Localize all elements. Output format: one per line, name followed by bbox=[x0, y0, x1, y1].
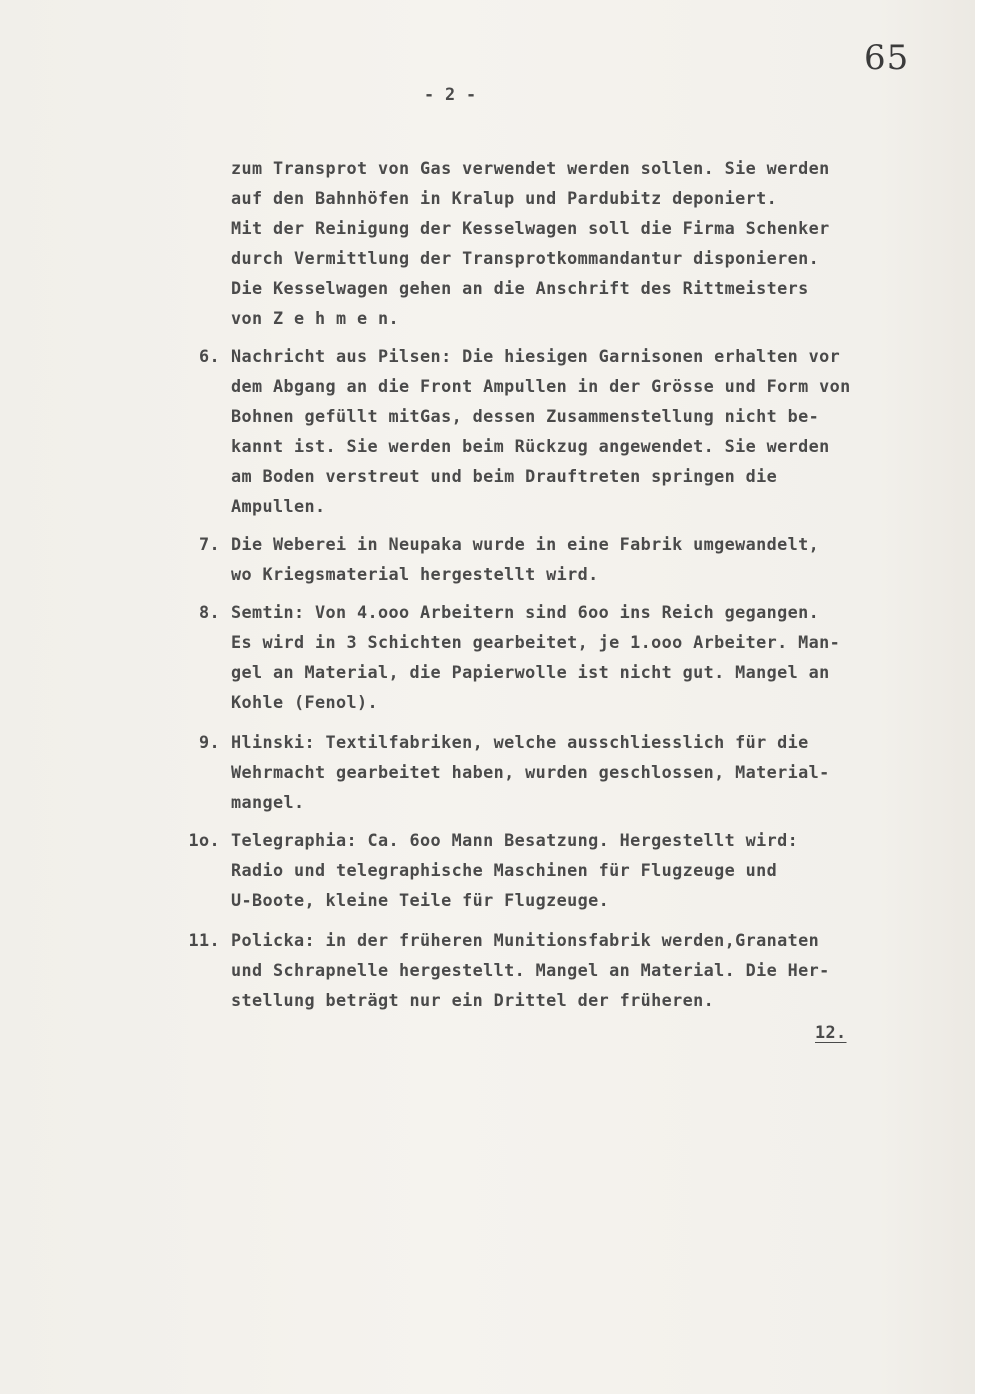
item-line: Semtin: Von 4.ooo Arbeitern sind 6oo ins Reich gegangen. bbox=[231, 602, 820, 622]
scan-background bbox=[975, 0, 1000, 1394]
handwritten-page-number: 65 bbox=[864, 38, 910, 78]
item-line: kannt ist. Sie werden beim Rückzug angewendet. Sie werden bbox=[231, 436, 830, 456]
item-line: mangel. bbox=[231, 792, 305, 812]
item-number: 6. bbox=[198, 346, 220, 366]
intro-line: von Z e h m e n. bbox=[231, 308, 400, 328]
item-line: Telegraphia: Ca. 6oo Mann Besatzung. Hergestellt wird: bbox=[231, 830, 799, 850]
item-line: Ampullen. bbox=[231, 496, 326, 516]
item-line: Kohle (Fenol). bbox=[231, 692, 379, 712]
item-line: und Schrapnelle hergestellt. Mangel an Material. Die Her- bbox=[231, 960, 830, 980]
item-number: 1o. bbox=[188, 830, 220, 850]
item-number: 7. bbox=[198, 534, 220, 554]
item-line: Bohnen gefüllt mitGas, dessen Zusammenstellung nicht be- bbox=[231, 406, 820, 426]
intro-line: durch Vermittlung der Transprotkommandantur disponieren. bbox=[231, 248, 820, 268]
intro-line: zum Transprot von Gas verwendet werden sollen. Sie werden bbox=[231, 158, 830, 178]
intro-line: Die Kesselwagen gehen an die Anschrift des Rittmeisters bbox=[231, 278, 809, 298]
item-line: U-Boote, kleine Teile für Flugzeuge. bbox=[231, 890, 610, 910]
item-number: 8. bbox=[198, 602, 220, 622]
item-line: Die Weberei in Neupaka wurde in eine Fabrik umgewandelt, bbox=[231, 534, 820, 554]
next-page-reference: 12. bbox=[815, 1022, 847, 1042]
item-number: 11. bbox=[188, 930, 220, 950]
item-line: gel an Material, die Papierwolle ist nicht gut. Mangel an bbox=[231, 662, 830, 682]
item-line: am Boden verstreut und beim Drauftreten springen die bbox=[231, 466, 778, 486]
item-line: wo Kriegsmaterial hergestellt wird. bbox=[231, 564, 599, 584]
item-line: Radio und telegraphische Maschinen für Flugzeuge und bbox=[231, 860, 778, 880]
intro-line: Mit der Reinigung der Kesselwagen soll die Firma Schenker bbox=[231, 218, 830, 238]
item-line: Es wird in 3 Schichten gearbeitet, je 1.ooo Arbeiter. Man- bbox=[231, 632, 841, 652]
intro-line: auf den Bahnhöfen in Kralup und Pardubitz deponiert. bbox=[231, 188, 778, 208]
item-line: dem Abgang an die Front Ampullen in der Grösse und Form von bbox=[231, 376, 851, 396]
item-line: Policka: in der früheren Munitionsfabrik werden,Granaten bbox=[231, 930, 820, 950]
page-label: - 2 - bbox=[424, 84, 477, 104]
item-line: stellung beträgt nur ein Drittel der früheren. bbox=[231, 990, 715, 1010]
item-number: 9. bbox=[198, 732, 220, 752]
item-line: Hlinski: Textilfabriken, welche ausschliesslich für die bbox=[231, 732, 809, 752]
item-line: Wehrmacht gearbeitet haben, wurden geschlossen, Material- bbox=[231, 762, 830, 782]
item-line: Nachricht aus Pilsen: Die hiesigen Garnisonen erhalten vor bbox=[231, 346, 841, 366]
